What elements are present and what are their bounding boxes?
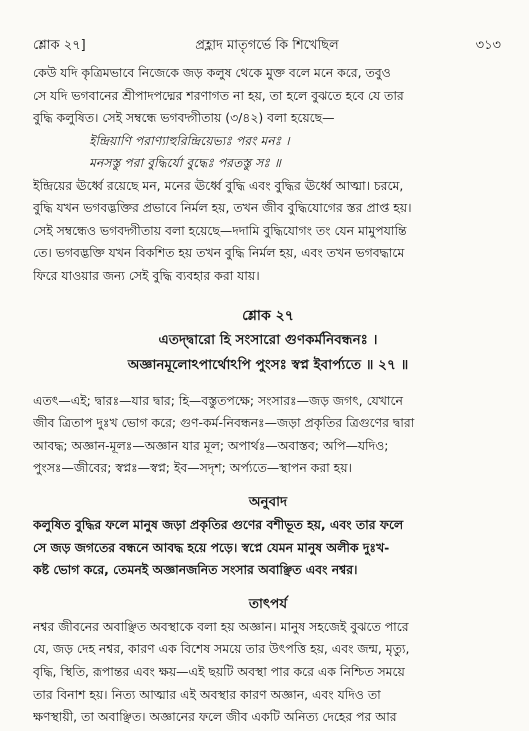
text-line: ইন্দ্রিয়ের ঊর্ধ্বে রয়েছে মন, মনের ঊর্ধ্বে বুদ্ধি এবং বুদ্ধির ঊর্ধ্বে আত্মা। চরমে, xyxy=(33,177,404,193)
header-chapter-title: প্রহ্লাদ মাতৃগর্ভে কি শিখেছিল xyxy=(195,38,339,53)
verse-line-2: অজ্ঞানমূলোঽপার্থোঽপি পুংসঃ স্বপ্ন ইবার্প্যতে ॥ ২৭ ॥ xyxy=(127,356,409,373)
header-verse-ref: শ্লোক ২৭] xyxy=(33,38,86,53)
text-line: বুদ্ধি যখন ভগবদ্ভক্তির প্রভাবে নির্মল হয়, তখন জীব বুদ্ধিযোগের স্তর প্রাপ্ত হয়। xyxy=(33,200,412,216)
quote-line: ইন্দ্রিয়াণি পরাণ্যাহুরিন্দ্রিয়েভ্যঃ পরং মনঃ । xyxy=(89,132,290,148)
purport-heading: তাৎপর্য xyxy=(248,595,288,612)
quote-line: মনসস্তু পরা বুদ্ধির্যো বুদ্ধেঃ পরতস্তু সঃ ॥ xyxy=(89,155,281,171)
gita-quote xyxy=(89,130,503,175)
purport-line: তার বিনাশ হয়। নিত্য আত্মার এই অবস্থার কারণ অজ্ঞান, এবং যদিও তা xyxy=(33,686,381,702)
page-content xyxy=(33,62,503,729)
text-line: বুদ্ধি কলুষিত। সেই সম্বন্ধে ভগবদ্গীতায় (৩/৪২) বলা হয়েছে— xyxy=(33,110,335,126)
page-header xyxy=(33,36,501,56)
synonym-line: এতৎ—এই; দ্বারঃ—যার দ্বার; হি—বস্তুতপক্ষে; সংসারঃ—জড় জগৎ, যেখানে xyxy=(33,392,403,408)
translation-heading: অনুবাদ xyxy=(248,493,288,510)
translation-line: কষ্ট ভোগ করে, তেমনই অজ্ঞানজনিত সংসার অবাঞ্ছিত এবং নশ্বর। xyxy=(33,562,358,578)
synonyms-paragraph xyxy=(33,390,503,480)
verse-line-1: এতদ্দ্বারো হি সংসারো গুণকর্মনিবন্ধনঃ । xyxy=(158,331,378,348)
purport-line: ক্ষণস্থায়ী, তা অবাঞ্ছিত। অজ্ঞানের ফলে জীব একটি অনিত্য দেহের পর আর xyxy=(33,709,397,725)
intro-paragraph xyxy=(33,62,503,130)
text-line: কেউ যদি কৃত্রিমভাবে নিজেকে জড় কলুষ থেকে মুক্ত বলে মনে করে, তবুও xyxy=(33,65,391,80)
text-line: তে। ভগবদ্ভক্তি যখন বিকশিত হয় তখন বুদ্ধি নির্মল হয়, এবং তখন ভগবদ্ধামে xyxy=(33,245,405,261)
purport-paragraph xyxy=(33,616,503,729)
header-page-number: ৩১৩ xyxy=(475,38,501,53)
purport-line: যে, জড় দেহ নশ্বর, কারণ এক বিশেষ সময়ে তার উৎপত্তি হয়, এবং জন্ম, মৃত্যু, xyxy=(33,641,410,657)
purport-line: বৃদ্ধি, স্থিতি, রূপান্তর এবং ক্ষয়—এই ছয়টি অবস্থা পার করে এক নিশ্চিত সময়ে xyxy=(33,663,405,679)
synonym-line: পুংসঃ—জীবের; স্বপ্নঃ—স্বপ্ন; ইব—সদৃশ; অর্প্যতে—স্থাপন করা হয়। xyxy=(33,460,352,476)
verse-heading: শ্লোক ২৭ xyxy=(242,307,294,324)
text-line: সে যদি ভগবানের শ্রীপাদপদ্মের শরণাগত না হয়, তা হলে বুঝতে হবে যে তার xyxy=(33,87,404,103)
text-line: ফিরে যাওয়ার জন্য সেই বুদ্ধি ব্যবহার করা যায়। xyxy=(33,267,260,283)
translation-line: কলুষিত বুদ্ধির ফলে মানুষ জড়া প্রকৃতির গুণের বশীভূত হয়, এবং তার ফলে xyxy=(33,516,404,532)
text-line: সেই সম্বন্ধেও ভগবদ্গীতায় বলা হয়েছে—দদামি বুদ্ধিযোগং তং যেন মামুপযান্তি xyxy=(33,222,407,238)
synonym-line: জীব ত্রিতাপ দুঃখ ভোগ করে; গুণ-কর্ম-নিবন্ধনঃ—জড়া প্রকৃতির ত্রিগুণের দ্বারা xyxy=(33,415,415,431)
synonym-line: আবদ্ধ; অজ্ঞান-মূলঃ—অজ্ঞান যার মূল; অপার্থঃ—অবাস্তব; অপি—যদিও; xyxy=(33,437,389,453)
translation-line: সে জড় জগতের বন্ধনে আবদ্ধ হয়ে পড়ে। স্বপ্নে যেমন মানুষ অলীক দুঃখ- xyxy=(33,539,390,555)
purport-line: নশ্বর জীবনের অবাঞ্ছিত অবস্থাকে বলা হয় অজ্ঞান। মানুষ সহজেই বুঝতে পারে xyxy=(33,618,409,634)
translation-paragraph xyxy=(33,514,503,582)
intro-continuation xyxy=(33,175,503,288)
